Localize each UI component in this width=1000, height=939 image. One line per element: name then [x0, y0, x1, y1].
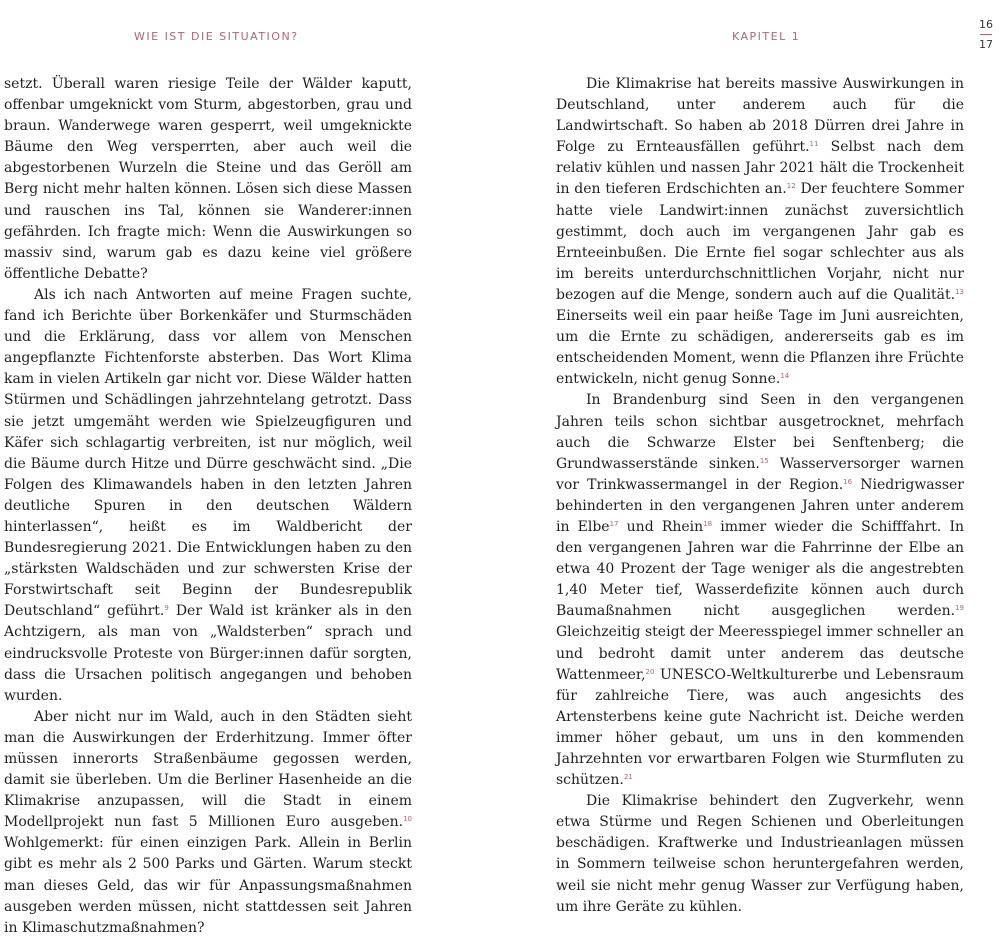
footnote-ref[interactable]: 11 — [809, 140, 819, 149]
paragraph: Die Klimakrise behindert den Zugverkehr, wenn etwa Stürme und Regen Schienen und Oberleitungen beschädigen. Kraftwerke und Industrieanlagen müssen in Sommern teilweise schon heruntergefahren werden, weil sie nicht mehr genug Wasser zur Verfügung haben, um ihre Geräte zu kühlen. — [556, 793, 964, 915]
footnote-ref[interactable]: 10 — [403, 815, 412, 824]
footnote-ref[interactable]: 19 — [955, 604, 964, 613]
running-head-left: WIE IST DIE SITUATION? — [134, 30, 299, 43]
footnote-ref[interactable]: 18 — [703, 519, 713, 528]
page-number-right: 17 — [979, 38, 993, 51]
paragraph: Die Klimakrise hat bereits massive Auswirkungen in Deutschland, unter anderem auch für die Landwirtschaft. So haben ab 2018 Dürren drei Jahre in Folge zu Ernteausfällen geführt.$^{11}$ Selbst nach dem relativ kühlen und nassen Jahr 2021 hält die Trockenheit in den tieferen Erdschichten an.$^{12}$ Der feuchtere Sommer hatte viele Landwirt:innen zunächst zuversichtlich gestimmt, doch auch im vergangenen Jahr gab es Ernteeinbußen. Die Ernte fiel sogar schlechter aus als im bereits unterdurchschnittlichen Vorjahr, nicht nur bezogen auf die Menge, sondern auch auf die Qualität.$^{13}$ Einerseits weil ein paar heiße Tage im Juni ausreichten, um die Ernte zu schädigen, andererseits gab es im entscheidenden Moment, wenn die Pflanzen ihre Früchte entwickeln, nicht genug Sonne.$^{14}$ — [556, 76, 964, 388]
paragraph: In Brandenburg sind Seen in den vergangenen Jahren teils schon sichtbar ausgetrocknet, mehrfach auch die Schwarze Elster bei Senftenberg; die Grundwasserstände sinken.$^{15}$ Wasserversorger warnen vor Trinkwassermangel in der Region.$^{16}$ Niedrigwasser behinderten in den vergangenen Jahren unter anderem in Elbe$^{17}$ und Rhein$^{18}$ immer wieder die Schifffahrt. In den vergangenen Jahren war die Fahrrinne der Elbe an etwa 40 Prozent der Tage weniger als die angestrebten 1,40 Meter tief, Wasserdefizite können auch durch Baumaßnahmen nicht ausgeglichen werden.$^{19}$ Gleichzeitig steigt der Meeresspiegel immer schneller an und bedroht damit unter anderem das deutsche Wattenmeer,$^{20}$ UNESCO-Weltkulturerbe und Lebensraum für zahlreiche Tiere, was auch angesichts des Artensterbens keine gute Nachricht ist. Deiche werden immer höher gebaut, um uns in den kommenden Jahrzehnten vor erwartbaren Folgen wie Sturmfluten zu schützen.$^{21}$ — [556, 392, 964, 789]
footnote-ref[interactable]: 20 — [645, 667, 655, 676]
footnote-ref[interactable]: 16 — [843, 477, 853, 486]
page-numbers — [975, 18, 997, 51]
footnote-ref[interactable]: 15 — [759, 456, 769, 465]
right-page-body — [556, 74, 964, 918]
footnote-ref[interactable]: 9 — [164, 604, 169, 613]
page-number-divider — [980, 34, 992, 35]
footnote-ref[interactable]: 14 — [780, 372, 790, 381]
paragraph: Als ich nach Antworten auf meine Fragen suchte, fand ich Berichte über Borkenkäfer und Sturmschäden und die Erklärung, dass vor allem von Menschen angepflanzte Fichtenforste absterben. Das Wort Klima kam in vielen Artikeln gar nicht vor. Diese Wälder hatten Stürmen und Schädlingen jahrzehntelang getrotzt. Dass sie jetzt umgemäht werden wie Spielzeugfiguren und Käfer sich schlagartig verbreiten, ist nur möglich, weil die Bäume durch Hitze und Dürre geschwächt sind. „Die Folgen des Klimawandels haben in den letzten Jahren deutliche Spuren in den deutschen Wäldern hinterlassen“, heißt es im Waldbericht der Bundesregierung 2021. Die Entwicklungen haben zu den „stärksten Waldschäden und zur schwersten Krise der Forstwirtschaft seit Beginn der Bundesrepublik Deutschland“ geführt.$^9$ Der Wald ist kränker als in den Achtzigern, als man von „Waldsterben“ sprach und eindrucksvolle Proteste von Bürger:innen dafür sorgten, dass die Ursachen politisch angegangen und behoben wurden. — [4, 286, 412, 704]
page-number-left: 16 — [979, 18, 993, 31]
footnote-ref[interactable]: 21 — [623, 773, 633, 782]
footnote-ref[interactable]: 12 — [786, 182, 796, 191]
paragraph: Aber nicht nur im Wald, auch in den Städten sieht man die Auswirkungen der Erderhitzung. Immer öfter müssen innerorts Straßenbäume gegossen werden, damit sie überleben. Um die Berliner Hasenheide an die Klimakrise anzupassen, will die Stadt in einem Modellprojekt nun fast 5 Millionen Euro ausgeben.$^{10}$ Wohlgemerkt: für einen einzigen Park. Allein in Berlin gibt es mehr als 2 500 Parks und Gärten. Warum steckt man dieses Geld, das wir für Anpassungsmaßnahmen ausgeben werden müssen, nicht stattdessen seit Jahren in Klimaschutzmaßnahmen? — [4, 708, 412, 936]
footnote-ref[interactable]: 17 — [609, 519, 619, 528]
running-head-right: KAPITEL 1 — [732, 30, 801, 43]
left-page-body — [4, 74, 412, 939]
paragraph: setzt. Überall waren riesige Teile der Wälder kaputt, offenbar umgeknickt vom Sturm, abgestorben, grau und braun. Wanderwege waren gesperrt, weil umgeknickte Bäume den Weg versperrten, aber auch weil die abgestorbenen Wurzeln die Steine und das Geröll am Berg nicht mehr halten können. Lösen sich diese Massen und rauschen ins Tal, können sie Wanderer:innen gefährden. Ich fragte mich: Wenn die Auswirkungen so massiv sind, warum gab es dazu keine viel größere öffentliche Debatte? — [4, 76, 412, 282]
footnote-ref[interactable]: 13 — [955, 287, 964, 296]
